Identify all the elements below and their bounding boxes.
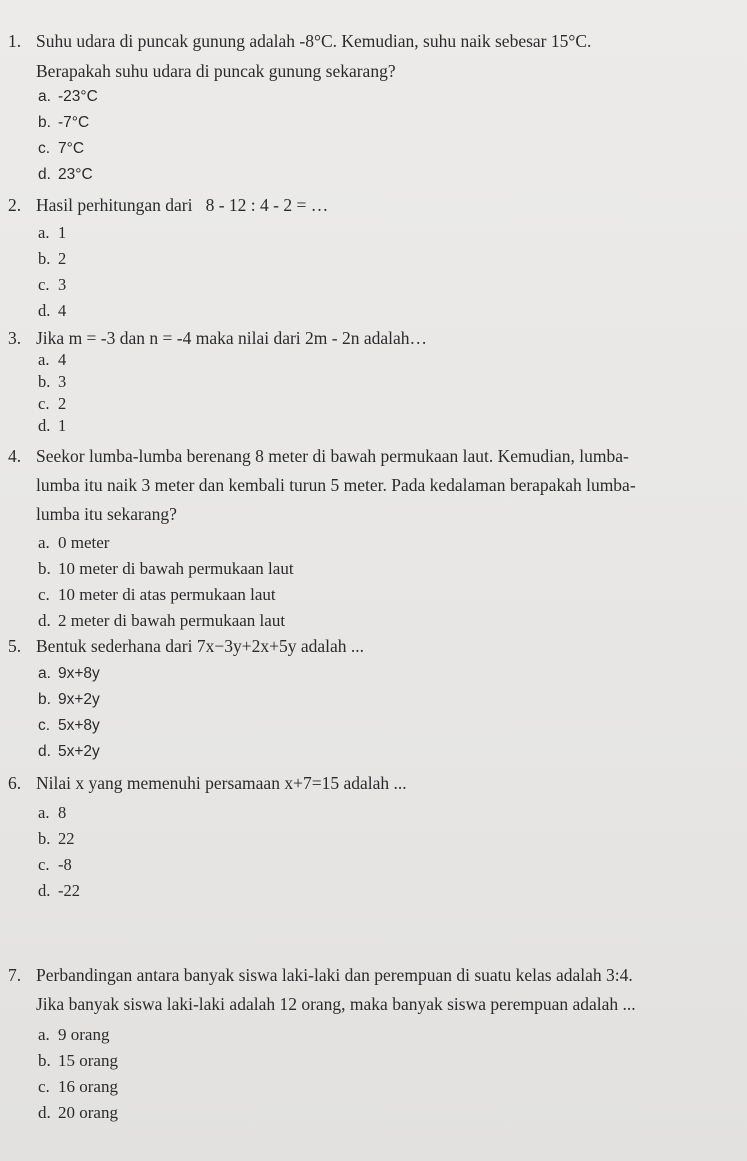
option-text: 20 orang bbox=[58, 1103, 118, 1122]
option-letter: a. bbox=[38, 665, 51, 682]
option-letter: c. bbox=[38, 855, 50, 874]
option-letter: d. bbox=[38, 166, 51, 183]
option-letter: a. bbox=[38, 803, 50, 822]
question-line: Jika banyak siswa laki-laki adalah 12 orang, maka banyak siswa perempuan adalah ... bbox=[36, 994, 636, 1014]
option-a[interactable] bbox=[38, 84, 747, 110]
option-letter: d. bbox=[38, 301, 51, 320]
options-list bbox=[38, 530, 747, 634]
option-letter: b. bbox=[38, 829, 51, 848]
option-d[interactable] bbox=[38, 1100, 747, 1126]
question-number: 6. bbox=[8, 773, 22, 793]
question-line: lumba itu naik 3 meter dan kembali turun 5 meter. Pada kedalaman berapakah lumba- bbox=[36, 475, 636, 495]
question-stem bbox=[0, 633, 747, 661]
option-letter: d. bbox=[38, 416, 51, 435]
option-text: 0 meter bbox=[58, 533, 110, 552]
question-number: 1. bbox=[8, 31, 22, 51]
question-stem bbox=[0, 325, 747, 349]
option-letter: b. bbox=[38, 691, 51, 708]
question-number: 3. bbox=[8, 328, 22, 348]
question-line: lumba itu sekarang? bbox=[36, 504, 177, 524]
option-a[interactable] bbox=[38, 661, 747, 687]
option-letter: c. bbox=[38, 1077, 50, 1096]
option-text: 1 bbox=[58, 223, 67, 242]
options-list bbox=[38, 349, 747, 437]
question-3 bbox=[0, 325, 747, 437]
question-1 bbox=[0, 28, 747, 188]
option-c[interactable] bbox=[38, 393, 747, 415]
option-b[interactable] bbox=[38, 246, 747, 272]
option-text: 2 bbox=[58, 394, 67, 413]
option-b[interactable] bbox=[38, 1048, 747, 1074]
option-text: 15 orang bbox=[58, 1051, 118, 1070]
option-text: -22 bbox=[58, 881, 80, 900]
option-letter: a. bbox=[38, 1025, 50, 1044]
option-text: 10 meter di atas permukaan laut bbox=[58, 585, 276, 604]
option-text: -23°C bbox=[58, 88, 98, 105]
options-list bbox=[38, 84, 747, 188]
option-a[interactable] bbox=[38, 349, 747, 371]
question-line: Jika m = -3 dan n = -4 maka nilai dari 2m - 2n adalah… bbox=[36, 328, 428, 348]
option-c[interactable] bbox=[38, 713, 747, 739]
question-number: 5. bbox=[8, 636, 22, 656]
question-5 bbox=[0, 633, 747, 765]
option-b[interactable] bbox=[38, 556, 747, 582]
option-text: 16 orang bbox=[58, 1077, 118, 1096]
options-list bbox=[38, 1022, 747, 1126]
question-number: 2. bbox=[8, 195, 22, 215]
option-letter: c. bbox=[38, 140, 51, 157]
option-letter: d. bbox=[38, 881, 51, 900]
option-text: 5x+8y bbox=[58, 717, 100, 734]
option-text: 9x+8y bbox=[58, 665, 100, 682]
option-text: 2 bbox=[58, 249, 67, 268]
option-b[interactable] bbox=[38, 371, 747, 393]
option-d[interactable] bbox=[38, 162, 747, 188]
option-letter: a. bbox=[38, 223, 50, 242]
option-letter: b. bbox=[38, 372, 51, 391]
option-d[interactable] bbox=[38, 608, 747, 634]
option-text: 1 bbox=[58, 416, 67, 435]
option-text: -7°C bbox=[58, 114, 90, 131]
option-letter: a. bbox=[38, 350, 50, 369]
option-text: 2 meter di bawah permukaan laut bbox=[58, 611, 286, 630]
options-list bbox=[38, 220, 747, 324]
option-c[interactable] bbox=[38, 272, 747, 298]
option-text: 4 bbox=[58, 301, 67, 320]
option-c[interactable] bbox=[38, 136, 747, 162]
question-line: Nilai x yang memenuhi persamaan x+7=15 adalah ... bbox=[36, 773, 407, 793]
option-d[interactable] bbox=[38, 878, 747, 904]
question-stem bbox=[0, 962, 747, 1022]
option-letter: b. bbox=[38, 114, 51, 131]
question-stem bbox=[0, 443, 747, 530]
option-letter: d. bbox=[38, 1103, 51, 1122]
option-a[interactable] bbox=[38, 1022, 747, 1048]
question-line: Perbandingan antara banyak siswa laki-laki dan perempuan di suatu kelas adalah 3:4. bbox=[36, 965, 633, 985]
question-stem bbox=[0, 770, 747, 800]
option-d[interactable] bbox=[38, 415, 747, 437]
question-line: Hasil perhitungan dari 8 - 12 : 4 - 2 = … bbox=[36, 195, 329, 215]
question-number: 4. bbox=[8, 446, 22, 466]
option-text: 10 meter di bawah permukaan laut bbox=[58, 559, 294, 578]
option-letter: c. bbox=[38, 585, 50, 604]
option-c[interactable] bbox=[38, 1074, 747, 1100]
option-text: 7°C bbox=[58, 140, 85, 157]
option-text: 9 orang bbox=[58, 1025, 110, 1044]
question-line: Berapakah suhu udara di puncak gunung sekarang? bbox=[36, 61, 396, 81]
option-b[interactable] bbox=[38, 826, 747, 852]
question-line: Bentuk sederhana dari 7x−3y+2x+5y adalah ... bbox=[36, 636, 364, 656]
option-a[interactable] bbox=[38, 220, 747, 246]
option-d[interactable] bbox=[38, 298, 747, 324]
option-a[interactable] bbox=[38, 800, 747, 826]
question-stem bbox=[0, 192, 747, 218]
question-line: Seekor lumba-lumba berenang 8 meter di bawah permukaan laut. Kemudian, lumba- bbox=[36, 446, 629, 466]
option-b[interactable] bbox=[38, 110, 747, 136]
option-letter: a. bbox=[38, 533, 50, 552]
option-text: 3 bbox=[58, 372, 67, 391]
question-4 bbox=[0, 443, 747, 634]
option-letter: b. bbox=[38, 249, 51, 268]
option-letter: c. bbox=[38, 275, 50, 294]
question-7 bbox=[0, 962, 747, 1126]
option-text: -8 bbox=[58, 855, 72, 874]
option-a[interactable] bbox=[38, 530, 747, 556]
option-letter: a. bbox=[38, 88, 51, 105]
options-list bbox=[38, 661, 747, 765]
option-text: 8 bbox=[58, 803, 67, 822]
option-text: 3 bbox=[58, 275, 67, 294]
option-letter: d. bbox=[38, 611, 51, 630]
option-text: 22 bbox=[58, 829, 75, 848]
option-text: 23°C bbox=[58, 166, 93, 183]
question-2 bbox=[0, 192, 747, 324]
option-text: 4 bbox=[58, 350, 67, 369]
option-letter: c. bbox=[38, 394, 50, 413]
option-letter: d. bbox=[38, 743, 51, 760]
option-d[interactable] bbox=[38, 739, 747, 765]
question-number: 7. bbox=[8, 965, 22, 985]
option-text: 9x+2y bbox=[58, 691, 100, 708]
question-6 bbox=[0, 770, 747, 904]
option-text: 5x+2y bbox=[58, 743, 100, 760]
option-letter: b. bbox=[38, 559, 51, 578]
option-letter: b. bbox=[38, 1051, 51, 1070]
option-b[interactable] bbox=[38, 687, 747, 713]
option-c[interactable] bbox=[38, 582, 747, 608]
question-line: Suhu udara di puncak gunung adalah -8°C. Kemudian, suhu naik sebesar 15°C. bbox=[36, 31, 592, 51]
option-letter: c. bbox=[38, 717, 51, 734]
option-c[interactable] bbox=[38, 852, 747, 878]
options-list bbox=[38, 800, 747, 904]
question-stem bbox=[0, 28, 747, 84]
